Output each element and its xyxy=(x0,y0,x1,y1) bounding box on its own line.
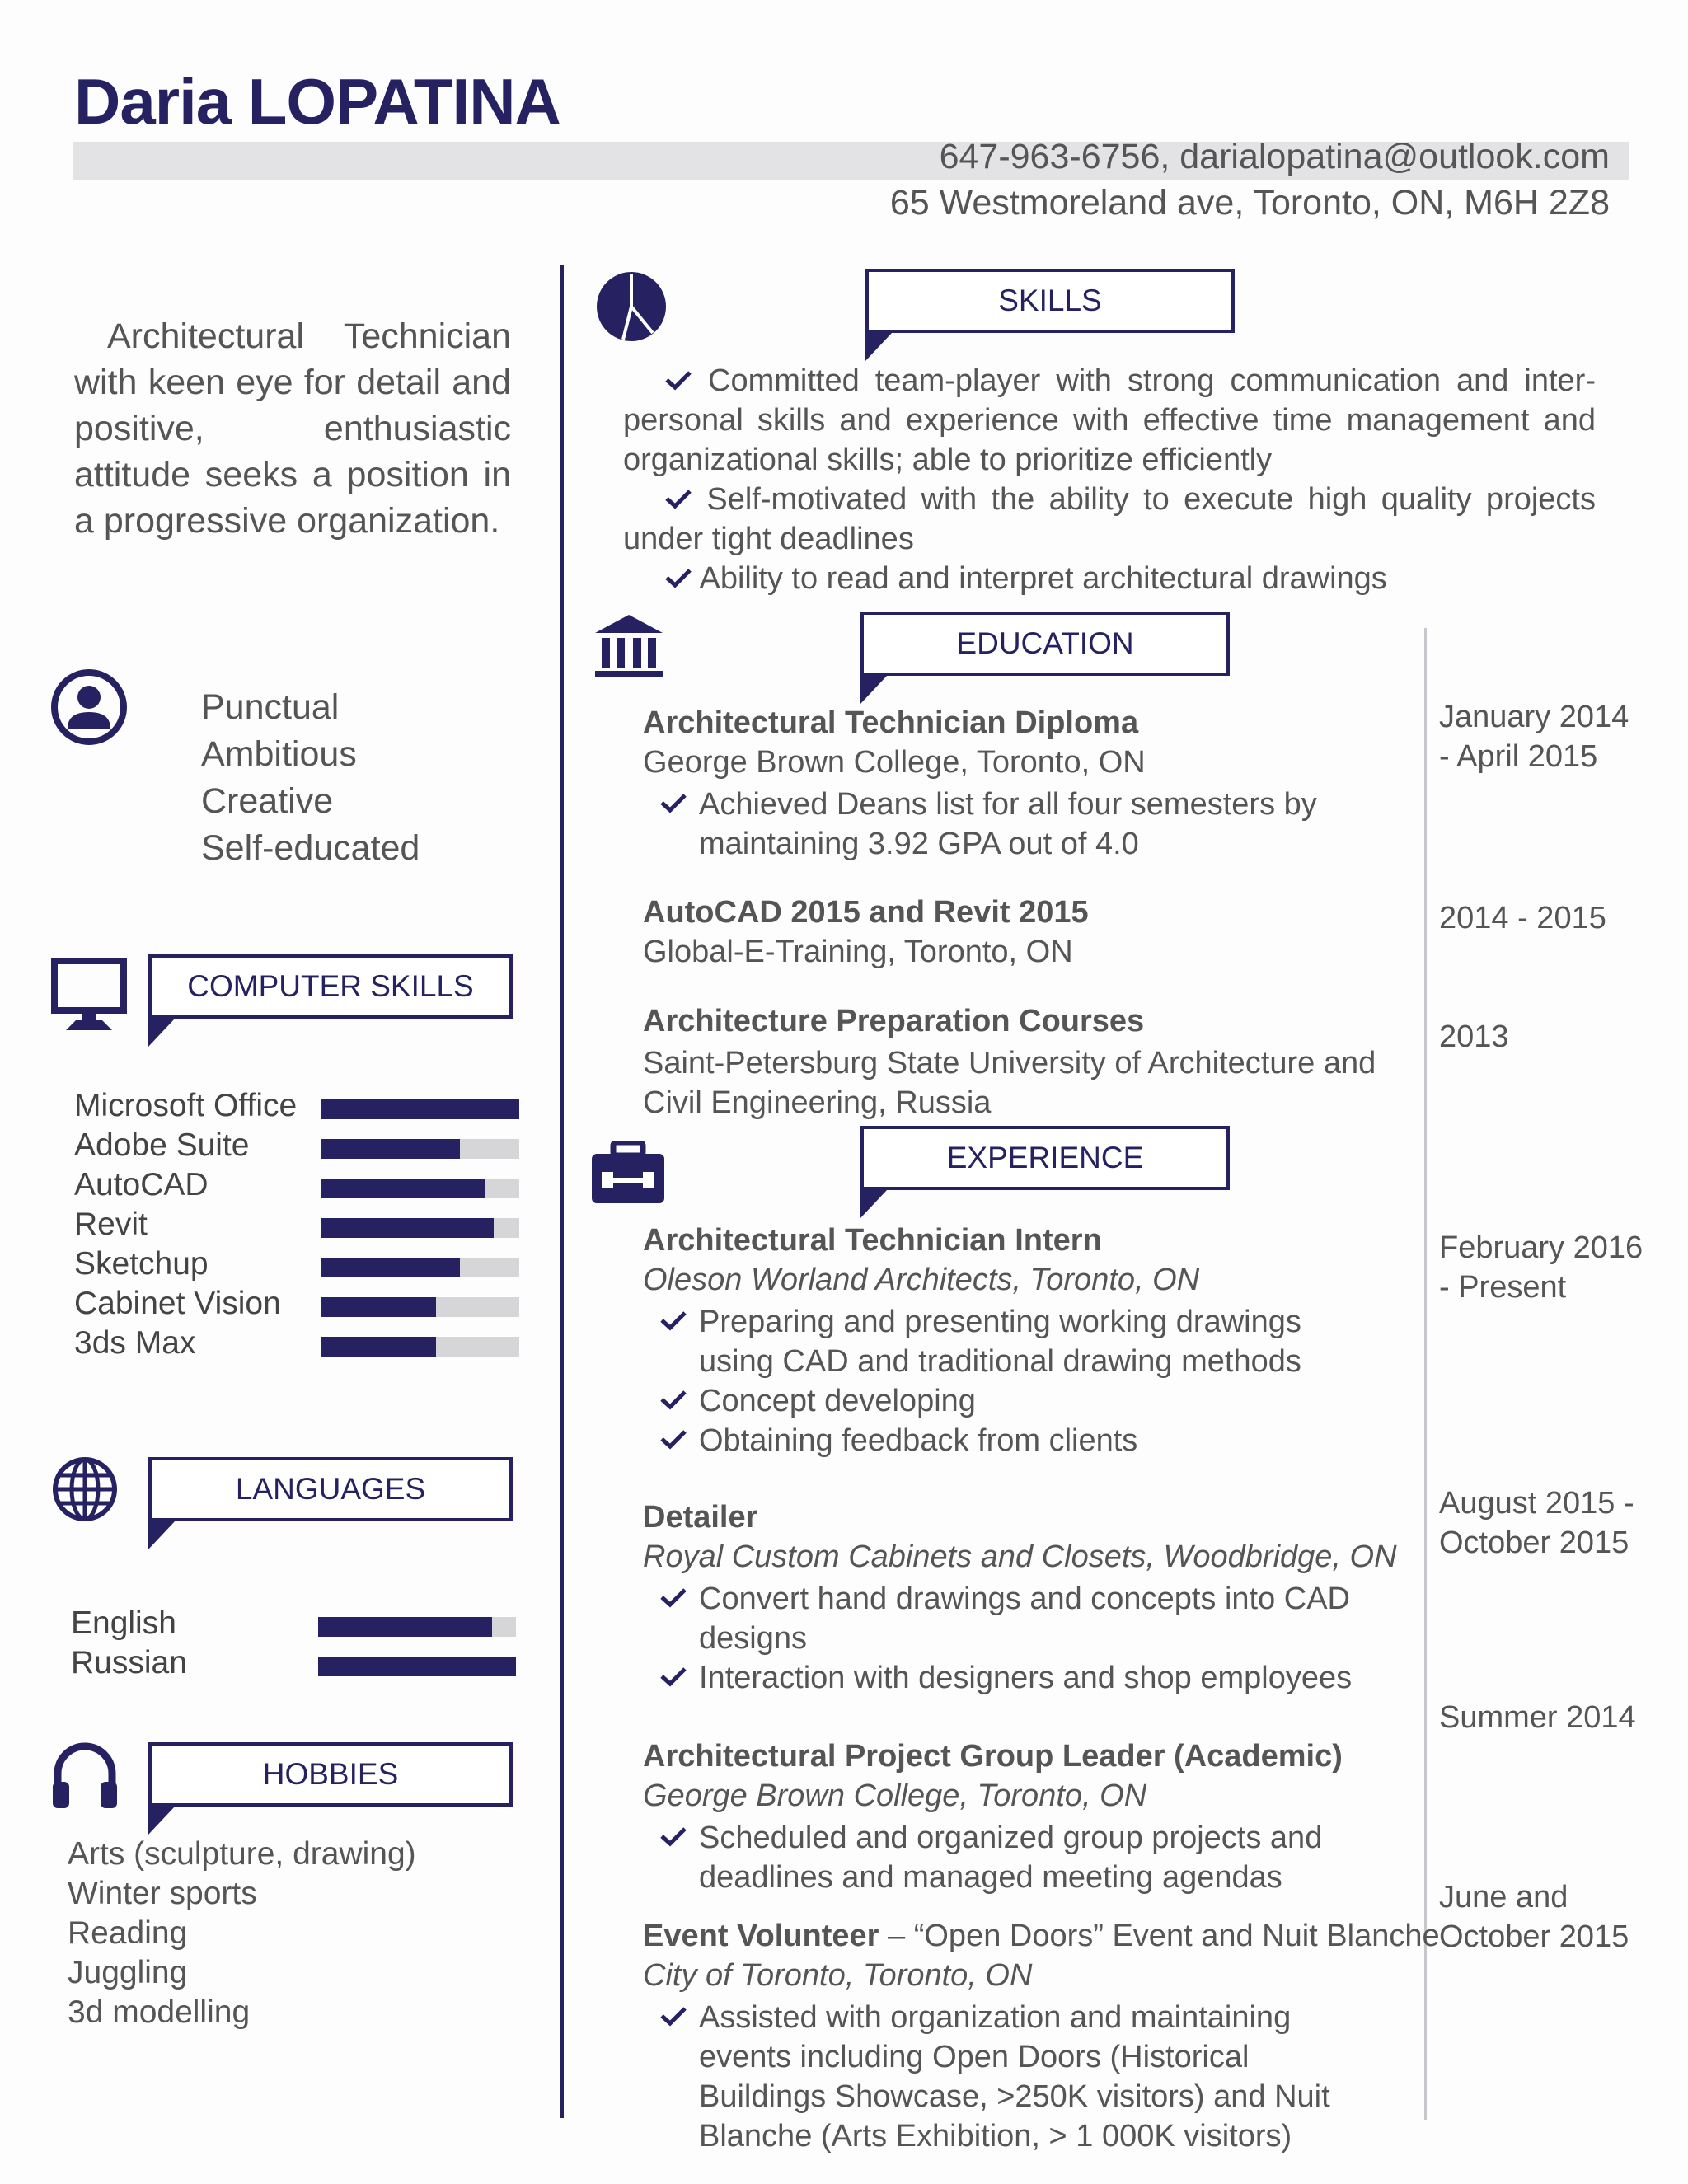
experience-title: Architectural Technician Intern xyxy=(643,1223,1102,1258)
computer-skill-bar-fill xyxy=(321,1218,494,1238)
hobbies-heading: HOBBIES xyxy=(148,1742,513,1807)
callout-tail xyxy=(148,1019,175,1047)
check-icon xyxy=(659,785,687,832)
skill-text: Ability to read and interpret architectural drawings xyxy=(699,561,1387,596)
experience-bullet: Obtaining feedback from clients xyxy=(699,1421,1375,1460)
education-title: Architecture Preparation Courses xyxy=(643,1004,1145,1038)
computer-skill-bar-fill xyxy=(321,1297,436,1317)
check-icon xyxy=(664,482,692,517)
date-column-divider xyxy=(1424,628,1427,2120)
check-icon xyxy=(659,1658,687,1706)
contact-phone-email: 647-963-6756, darialopatina@outlook.com xyxy=(939,137,1610,176)
trait-item: Punctual xyxy=(201,687,340,727)
hobby-item: 3d modelling xyxy=(68,1994,251,2030)
experience-org: Royal Custom Cabinets and Closets, Woodbridge, ON xyxy=(643,1540,1397,1574)
language-label: English xyxy=(71,1605,176,1641)
hobby-item: Arts (sculpture, drawing) xyxy=(68,1836,416,1872)
computer-skill-bar-fill xyxy=(321,1337,436,1357)
callout-tail xyxy=(148,1807,175,1835)
computer-skill-label: Revit xyxy=(74,1207,148,1242)
education-org: George Brown College, Toronto, ON xyxy=(643,745,1146,780)
languages-heading: LANGUAGES xyxy=(148,1457,513,1521)
language-bar xyxy=(318,1657,516,1676)
skill-item xyxy=(623,480,1596,559)
language-bar-fill xyxy=(318,1617,492,1637)
computer-skill-bar-fill xyxy=(321,1099,519,1119)
experience-date: February 2016 - Present xyxy=(1439,1230,1643,1305)
institution-icon xyxy=(592,613,666,679)
profile-summary: Architectural Technician with keen eye for detail and positive, enthusiastic attitude seeks a position in a progressive organization. xyxy=(74,316,511,541)
experience-title: Architectural Project Group Leader (Academic) xyxy=(643,1739,1343,1774)
skill-text: Self-motivated with the ability to execute high quality projects under tight deadlines xyxy=(623,482,1596,556)
check-icon xyxy=(659,1579,687,1627)
trait-item: Self-educated xyxy=(201,828,420,868)
check-icon xyxy=(659,1421,687,1469)
computer-skill-bar xyxy=(321,1139,519,1159)
computer-skill-bar-fill xyxy=(321,1139,460,1159)
experience-bullet: Assisted with organization and maintaining events including Open Doors (Historical Buildings Showcase, >250K visitors) and Nuit Blanche (Arts Exhibition, > 1 000K visitors) xyxy=(699,1998,1358,2156)
computer-skill-bar-fill xyxy=(321,1258,460,1277)
experience-bullet: Preparing and presenting working drawings using CAD and traditional drawing methods xyxy=(699,1302,1375,1381)
experience-title: Detailer xyxy=(643,1500,758,1535)
computer-skill-label: Microsoft Office xyxy=(74,1088,298,1123)
globe-icon xyxy=(51,1455,119,1523)
language-bar-fill xyxy=(318,1657,516,1676)
check-icon xyxy=(664,363,692,398)
skill-item xyxy=(623,361,1596,480)
check-icon xyxy=(664,561,692,596)
monitor-icon xyxy=(51,956,127,1032)
callout-tail xyxy=(865,333,892,361)
experience-bullet: Interaction with designers and shop employees xyxy=(699,1658,1408,1698)
computer-skill-label: Cabinet Vision xyxy=(74,1286,281,1321)
callout-tail xyxy=(860,676,887,704)
experience-date: June and October 2015 xyxy=(1439,1880,1629,1954)
hobby-item: Winter sports xyxy=(68,1876,257,1911)
education-title: Architectural Technician Diploma xyxy=(643,705,1139,740)
computer-skill-label: Adobe Suite xyxy=(74,1127,250,1163)
computer-skill-label: 3ds Max xyxy=(74,1325,196,1361)
computer-skill-bar xyxy=(321,1337,519,1357)
experience-date: Summer 2014 xyxy=(1439,1700,1636,1735)
computer-skill-bar xyxy=(321,1179,519,1198)
experience-org: Oleson Worland Architects, Toronto, ON xyxy=(643,1263,1200,1297)
hobby-item: Juggling xyxy=(68,1955,188,1990)
computer-skill-bar xyxy=(321,1258,519,1277)
education-date: 2013 xyxy=(1439,1019,1509,1054)
education-heading: EDUCATION xyxy=(860,612,1230,676)
check-icon xyxy=(659,1998,687,2046)
user-icon xyxy=(49,668,129,747)
headphones-icon xyxy=(49,1739,120,1810)
hobbies-list xyxy=(68,1835,416,2032)
contact-address: 65 Westmoreland ave, Toronto, ON, M6H 2Z8 xyxy=(889,183,1610,223)
trait-item: Ambitious xyxy=(201,734,357,774)
computer-skill-bar-fill xyxy=(321,1179,485,1198)
education-date: 2014 - 2015 xyxy=(1439,901,1606,935)
check-icon xyxy=(659,1302,687,1350)
callout-tail xyxy=(148,1521,175,1549)
pie-chart-icon xyxy=(595,270,668,343)
computer-skill-bar xyxy=(321,1297,519,1317)
computer-skill-label: Sketchup xyxy=(74,1246,209,1282)
computer-skills-heading: COMPUTER SKILLS xyxy=(148,954,513,1019)
education-title: AutoCAD 2015 and Revit 2015 xyxy=(643,895,1089,930)
trait-item: Creative xyxy=(201,781,334,821)
education-org: Saint-Petersburg State University of Architecture and Civil Engineering, Russia xyxy=(643,1046,1376,1120)
language-label: Russian xyxy=(71,1645,187,1680)
education-org: Global-E-Training, Toronto, ON xyxy=(643,935,1073,969)
computer-skill-label: AutoCAD xyxy=(74,1167,209,1202)
briefcase-icon xyxy=(590,1141,666,1205)
skill-item xyxy=(623,559,1596,598)
education-bullet: Achieved Deans list for all four semesters by maintaining 3.92 GPA out of 4.0 xyxy=(699,785,1375,864)
hobby-item: Reading xyxy=(68,1915,188,1951)
experience-title: Event Volunteer – “Open Doors” Event and Nuit Blanche xyxy=(643,1919,1440,1953)
candidate-name: Daria LOPATINA xyxy=(74,65,560,138)
skills-heading: SKILLS xyxy=(865,269,1235,333)
experience-date: August 2015 - October 2015 xyxy=(1439,1486,1634,1560)
experience-org: George Brown College, Toronto, ON xyxy=(643,1779,1147,1813)
experience-org: City of Toronto, Toronto, ON xyxy=(643,1958,1033,1993)
callout-tail xyxy=(860,1190,887,1218)
experience-bullet: Scheduled and organized group projects and deadlines and managed meeting agendas xyxy=(699,1818,1375,1897)
column-divider xyxy=(560,265,564,2118)
language-bar xyxy=(318,1617,516,1637)
skill-text: Committed team-player with strong communication and inter-personal skills and experience with effective time management and organizational skills; able to prioritize efficiently xyxy=(623,363,1596,477)
experience-heading: EXPERIENCE xyxy=(860,1126,1230,1190)
computer-skill-bar xyxy=(321,1099,519,1119)
experience-bullet: Concept developing xyxy=(699,1381,1375,1421)
education-date: January 2014 - April 2015 xyxy=(1439,700,1629,774)
computer-skill-bar xyxy=(321,1218,519,1238)
experience-bullet: Convert hand drawings and concepts into CAD designs xyxy=(699,1579,1408,1658)
check-icon xyxy=(659,1818,687,1866)
traits-list xyxy=(201,684,420,872)
